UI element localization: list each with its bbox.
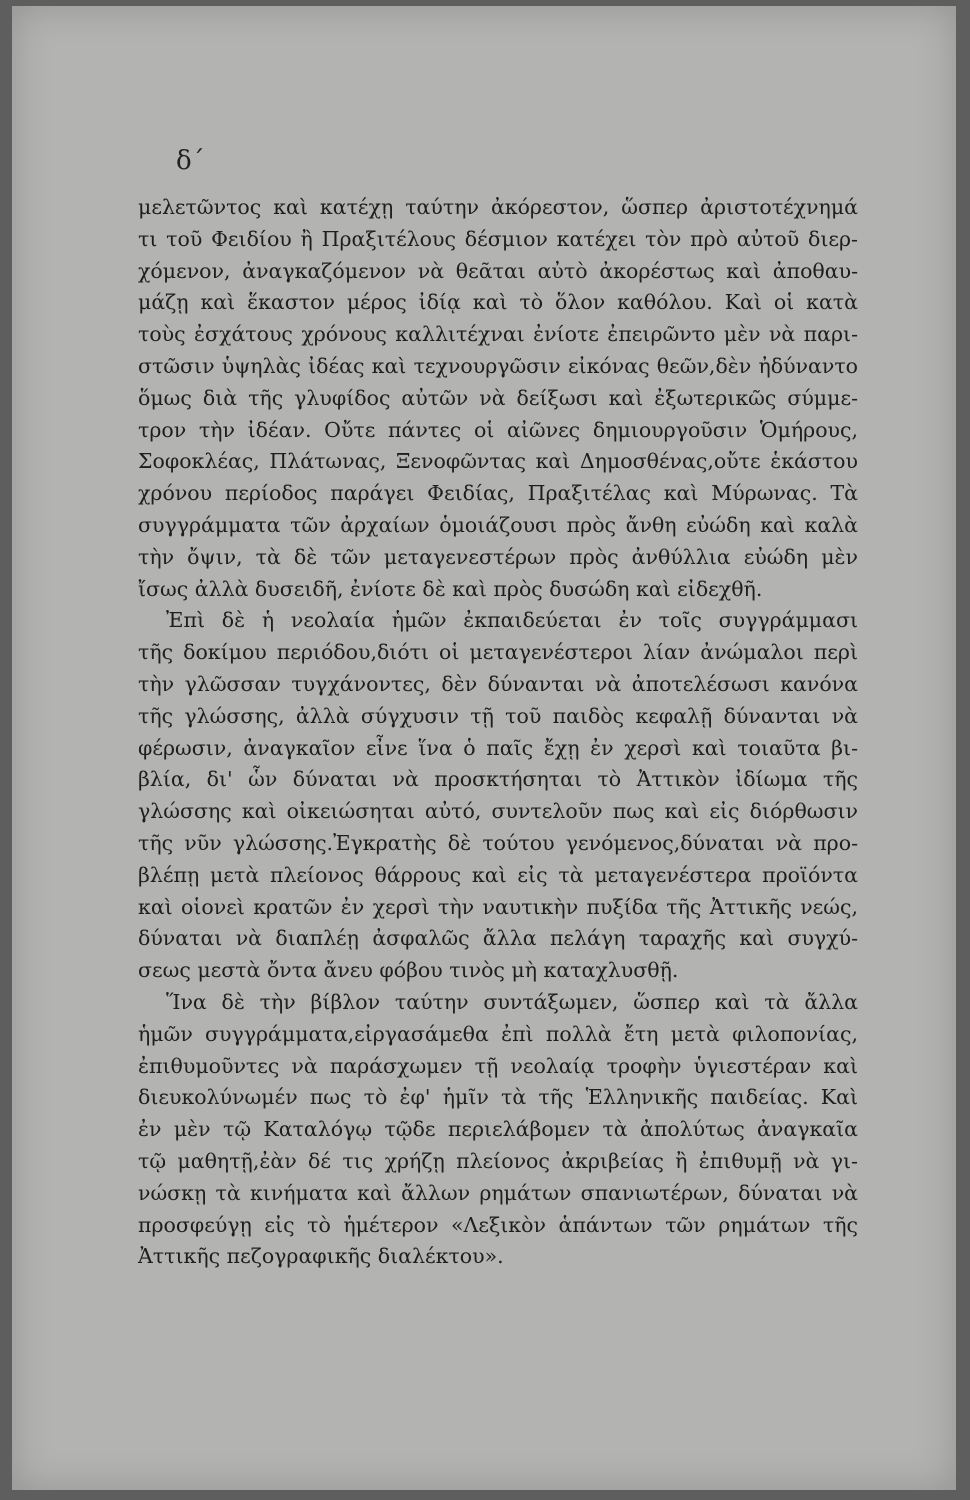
- text-line: καὶ οἱονεὶ κρατῶν ἐν χερσὶ τὴν ναυτικὴν πυξίδα τῆς Ἀττικῆς νεώς,: [138, 894, 858, 919]
- text-line: τὴν ὄψιν, τὰ δὲ τῶν μεταγενεστέρων πρὸς ἀνθύλλια εὐώδη μὲν: [138, 544, 858, 569]
- text-line: Ἀττικῆς πεζογραφικῆς διαλέκτου».: [138, 1244, 504, 1269]
- text-line: ἐν μὲν τῷ Καταλόγῳ τῷδε περιελάβομεν τὰ ἀπολύτως ἀναγκαῖα: [138, 1117, 858, 1142]
- page-number: δ΄: [176, 146, 205, 176]
- text-line: μελετῶντος καὶ κατέχῃ ταύτην ἀκόρεστον, ὥσπερ ἀριστοτέχνημά: [138, 195, 858, 219]
- book-page: [12, 6, 956, 1490]
- text-line: σεως μεστὰ ὄντα ἄνευ φόβου τινὸς μὴ καταχλυσθῇ.: [138, 958, 679, 983]
- text-line: γλώσσης καὶ οἰκειώσηται αὐτό, συντελοῦν πως καὶ εἰς διόρθωσιν: [138, 799, 858, 824]
- text-line: Ἐπὶ δὲ ἡ νεολαία ἡμῶν ἐκπαιδεύεται ἐν τοῖς συγγράμμασι: [166, 608, 858, 633]
- text-line: χρόνου περίοδος παράγει Φειδίας, Πραξιτέλας καὶ Μύρωνας. Τὰ: [138, 481, 858, 506]
- text-line: φέρωσιν, ἀναγκαῖον εἶνε ἵνα ὁ παῖς ἔχῃ ἐν χερσὶ καὶ τοιαῦτα βι-: [138, 735, 858, 760]
- text-line: τὴν γλῶσσαν τυγχάνοντες, δὲν δύνανται νὰ ἀποτελέσωσι κανόνα: [138, 671, 858, 696]
- text-line: στῶσιν ὑψηλὰς ἰδέας καὶ τεχνουργῶσιν εἰκόνας θεῶν,δὲν ἠδύναντο: [138, 353, 858, 378]
- text-line: διευκολύνωμέν πως τὸ ἐφ' ἡμῖν τὰ τῆς Ἑλληνικῆς παιδείας. Καὶ: [138, 1085, 858, 1110]
- text-line: τῷ μαθητῇ,ἐὰν δέ τις χρήζῃ πλείονος ἀκριβείας ἢ ἐπιθυμῇ νὰ γι-: [138, 1148, 858, 1173]
- text-line: βλία, δι' ὧν δύναται νὰ προσκτήσηται τὸ Ἀττικὸν ἰδίωμα τῆς: [138, 767, 858, 792]
- text-line: τοὺς ἐσχάτους χρόνους καλλιτέχναι ἐνίοτε ἐπειρῶντο μὲν νὰ παρι-: [138, 322, 858, 347]
- text-line: μάζῃ καὶ ἕκαστον μέρος ἰδίᾳ καὶ τὸ ὅλον καθόλου. Καὶ οἱ κατὰ: [138, 290, 858, 315]
- body-text: [138, 192, 858, 1273]
- text-line: Σοφοκλέας, Πλάτωνας, Ξενοφῶντας καὶ Δημοσθένας,οὔτε ἑκάστου: [138, 449, 858, 474]
- text-line: δύναται νὰ διαπλέῃ ἀσφαλῶς ἄλλα πελάγη ταραχῆς καὶ συγχύ-: [138, 926, 858, 951]
- text-line: τι τοῦ Φειδίου ἢ Πραξιτέλους δέσμιον κατέχει τὸν πρὸ αὐτοῦ διερ-: [138, 226, 858, 251]
- text-line: τῆς νῦν γλώσσης.Ἐγκρατὴς δὲ τούτου γενόμενος,δύναται νὰ προ-: [138, 830, 858, 855]
- text-line: προσφεύγῃ εἰς τὸ ἡμέτερον «Λεξικὸν ἁπάντων τῶν ρημάτων τῆς: [138, 1212, 858, 1237]
- text-line: χόμενον, ἀναγκαζόμενον νὰ θεᾶται αὐτὸ ἀκορέστως καὶ ἀποθαυ-: [138, 258, 858, 283]
- text-line: νώσκῃ τὰ κινήματα καὶ ἄλλων ρημάτων σπανιωτέρων, δύναται νὰ: [138, 1180, 858, 1205]
- text-line: ὅμως διὰ τῆς γλυφίδος αὐτῶν νὰ δείξωσι καὶ ἐξωτερικῶς σύμμε-: [138, 385, 858, 410]
- text-line: τῆς δοκίμου περιόδου,διότι οἱ μεταγενέστεροι λίαν ἀνώμαλοι περὶ: [138, 640, 858, 665]
- text-line: ἐπιθυμοῦντες νὰ παράσχωμεν τῇ νεολαίᾳ τροφὴν ὑγιεστέραν καὶ: [138, 1053, 858, 1078]
- text-line: βλέπῃ μετὰ πλείονος θάρρους καὶ εἰς τὰ μεταγενέστερα προϊόντα: [138, 862, 858, 887]
- text-line: τρον τὴν ἰδέαν. Οὔτε πάντες οἱ αἰῶνες δημιουργοῦσιν Ὁμήρους,: [138, 417, 858, 442]
- text-line: συγγράμματα τῶν ἀρχαίων ὁμοιάζουσι πρὸς ἄνθη εὐώδη καὶ καλὰ: [138, 512, 858, 537]
- text-line: Ἵνα δὲ τὴν βίβλον ταύτην συντάξωμεν, ὥσπερ καὶ τὰ ἄλλα: [166, 989, 858, 1014]
- text-line: ἡμῶν συγγράμματα,εἰργασάμεθα ἐπὶ πολλὰ ἔτη μετὰ φιλοπονίας,: [138, 1021, 858, 1046]
- text-line: τῆς γλώσσης, ἀλλὰ σύγχυσιν τῇ τοῦ παιδὸς κεφαλῇ δύνανται νὰ: [138, 703, 858, 728]
- text-line: ἴσως ἀλλὰ δυσειδῆ, ἐνίοτε δὲ καὶ πρὸς δυσώδη καὶ εἰδεχθῆ.: [138, 576, 763, 601]
